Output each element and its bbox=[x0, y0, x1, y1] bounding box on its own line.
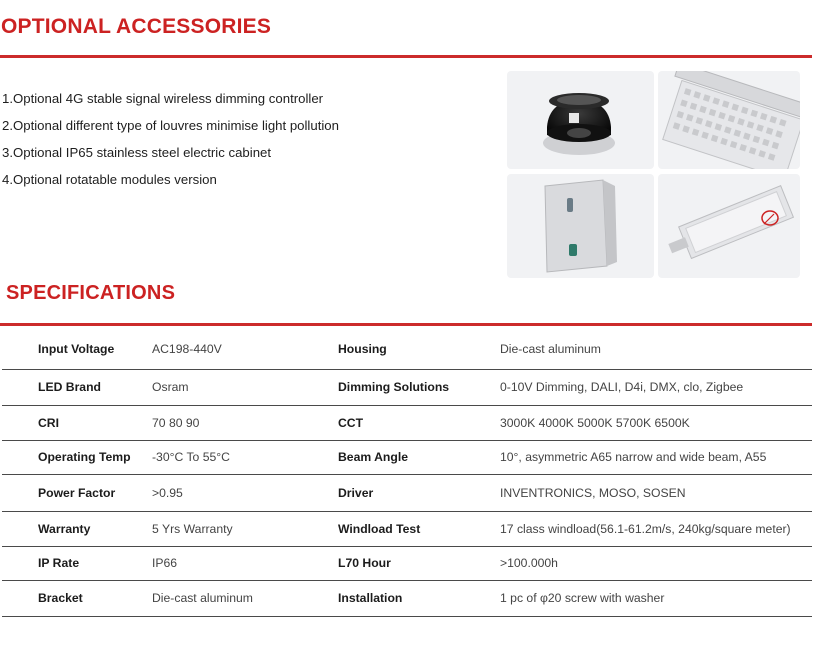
table-row bbox=[2, 405, 812, 440]
spec-value: -30°C To 55°C bbox=[152, 440, 338, 474]
accessories-list bbox=[2, 85, 339, 193]
accessory-item: 2.Optional different type of louvres minimise light pollution bbox=[2, 118, 339, 133]
accessory-item: 3.Optional IP65 stainless steel electric cabinet bbox=[2, 145, 272, 160]
spec-key: CRI bbox=[2, 405, 152, 440]
spec-key: CCT bbox=[338, 405, 500, 440]
table-row bbox=[2, 580, 812, 616]
spec-key: Bracket bbox=[2, 580, 152, 616]
table-row bbox=[2, 369, 812, 405]
spec-key: Power Factor bbox=[2, 474, 152, 511]
spec-key: Beam Angle bbox=[338, 440, 500, 474]
spec-key: LED Brand bbox=[2, 369, 152, 405]
spec-key: L70 Hour bbox=[338, 546, 500, 580]
wireless-controller-photo bbox=[507, 71, 654, 169]
spec-value: 70 80 90 bbox=[152, 405, 338, 440]
spec-value: Die-cast aluminum bbox=[500, 330, 812, 369]
spec-key: Warranty bbox=[2, 511, 152, 546]
spec-key: Windload Test bbox=[338, 511, 500, 546]
spec-key: Driver bbox=[338, 474, 500, 511]
spec-value: 17 class windload(56.1-61.2m/s, 240kg/square meter) bbox=[500, 511, 812, 546]
spec-value: AC198-440V bbox=[152, 330, 338, 369]
spec-value: >100.000h bbox=[500, 546, 812, 580]
rotatable-module-photo bbox=[658, 174, 800, 278]
spec-key: Input Voltage bbox=[2, 330, 152, 369]
spec-key: Dimming Solutions bbox=[338, 369, 500, 405]
spec-key: Installation bbox=[338, 580, 500, 616]
accessory-item: 4.Optional rotatable modules version bbox=[2, 172, 217, 187]
spec-value: 1 pc of φ20 screw with washer bbox=[500, 580, 812, 616]
spec-value: >0.95 bbox=[152, 474, 338, 511]
spec-value: Osram bbox=[152, 369, 338, 405]
spec-value: Die-cast aluminum bbox=[152, 580, 338, 616]
specifications-table bbox=[2, 330, 812, 617]
table-row bbox=[2, 330, 812, 369]
electric-cabinet-photo bbox=[507, 174, 654, 278]
spec-value: IP66 bbox=[152, 546, 338, 580]
spec-key: Housing bbox=[338, 330, 500, 369]
table-row bbox=[2, 440, 812, 474]
spec-value: 0-10V Dimming, DALI, D4i, DMX, clo, Zigbee bbox=[500, 369, 812, 405]
spec-value: 5 Yrs Warranty bbox=[152, 511, 338, 546]
spec-key: IP Rate bbox=[2, 546, 152, 580]
table-row bbox=[2, 546, 812, 580]
specifications-divider bbox=[0, 323, 812, 326]
accessory-item: 1.Optional 4G stable signal wireless dimming controller bbox=[2, 91, 324, 106]
spec-value: 10°, asymmetric A65 narrow and wide beam, A55 bbox=[500, 440, 812, 474]
table-row bbox=[2, 474, 812, 511]
accessories-title: OPTIONAL ACCESSORIES bbox=[1, 15, 272, 38]
louvre-streetlight-photo bbox=[658, 71, 800, 169]
accessories-divider bbox=[0, 55, 812, 58]
spec-key: Operating Temp bbox=[2, 440, 152, 474]
table-row bbox=[2, 511, 812, 546]
specifications-title: SPECIFICATIONS bbox=[6, 282, 176, 304]
spec-value: 3000K 4000K 5000K 5700K 6500K bbox=[500, 405, 812, 440]
spec-value: INVENTRONICS, MOSO, SOSEN bbox=[500, 474, 812, 511]
